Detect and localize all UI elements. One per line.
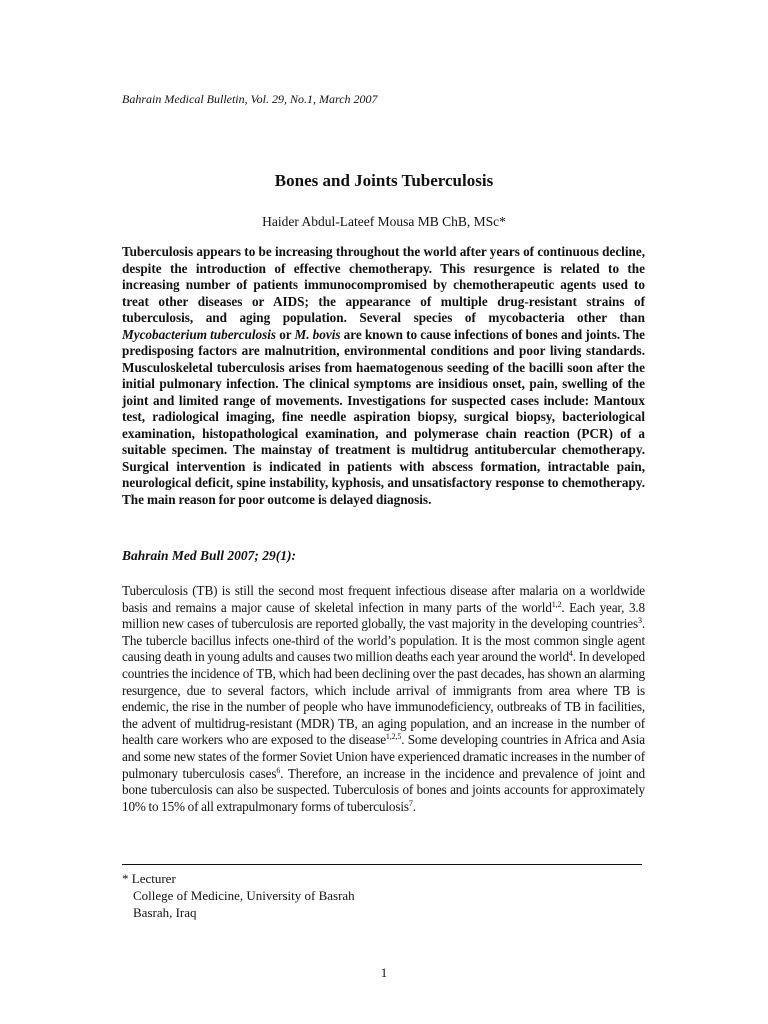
footnote-divider: [122, 864, 642, 865]
author-footnote: [122, 870, 355, 921]
author-line: Haider Abdul-Lateef Mousa MB ChB, MSc*: [262, 214, 506, 229]
reference-superscript: 1,2,5: [385, 732, 402, 742]
footnote-institution: College of Medicine, University of Basrah: [133, 888, 355, 903]
body-paragraph: [122, 583, 645, 815]
reference-superscript: 6: [276, 765, 281, 775]
journal-header: Bahrain Medical Bulletin, Vol. 29, No.1, March 2007: [122, 92, 378, 106]
reference-superscript: 1,2: [551, 599, 562, 609]
body-text-segment: .: [412, 798, 416, 814]
body-text-segment: . In developed countries the incidence of TB, which had been declining over the past decades, has shown an alarming resurgence, due to several factors, which include arrival of immigrants from area where TB is endemic, the rise in the number of people who have immunodeficiency, outbreaks of TB in facilities, the advent of multidrug-resistant (MDR) TB, an aging population, and an increase in the number of health care workers who are exposed to the disease: [122, 649, 645, 748]
body-text-segment: . Each year, 3.8 million new cases of tuberculosis are reported globally, the vast majority in the developing countries: [122, 599, 645, 632]
body-text-segment: . Therefore, an increase in the incidence and prevalence of joint and bone tuberculosis can also be suspected. Tuberculosis of bones and joints accounts for approximately 10% to 15% of all extrapulmonary forms of tuberculosis: [122, 765, 645, 814]
abstract-text-part2: are known to cause infections of bones and joints. The predisposing factors are malnutrition, environmental conditions and poor living standards. Musculoskeletal tuberculosis arises from haematogenous seeding of the bacilli soon after the initial pulmonary infection. The clinical symptoms are insidious onset, pain, swelling of the joint and limited range of movements. Investigations for suspected cases include: Mantoux test, radiological imaging, fine needle aspiration biopsy, surgical biopsy, bacteriological examination, histopathological examination, and polymerase chain reaction (PCR) of a suitable specimen. The mainstay of treatment is multidrug antitubercular chemotherapy. Surgical intervention is indicated in patients with abscess formation, intractable pain, neurological deficit, spine instability, kyphosis, and unsatisfactory response to chemotherapy. The main reason for poor outcome is delayed diagnosis.: [122, 326, 646, 507]
footnote-location: Basrah, Iraq: [133, 905, 197, 920]
body-text-segment: . The tubercle bacillus infects one-third of the world’s population. It is the most common single agent causing death in young adults and causes two million deaths each year around the world: [122, 616, 645, 665]
abstract-species-1: Mycobacterium tuberculosis: [122, 326, 277, 342]
abstract-text-part1: Tuberculosis appears to be increasing throughout the world after years of continuous decline, despite the introduction of effective chemotherapy. This resurgence is related to the increasing number of patients immunocompromised by chemotherapeutic agents used to treat other diseases or AIDS; the appearance of multiple drug-resistant strains of tuberculosis, and aging population. Several species of mycobacteria other than: [122, 244, 645, 325]
article-title: Bones and Joints Tuberculosis: [274, 171, 494, 190]
body-text-segment: . Some developing countries in Africa and Asia and some new states of the former Soviet Union have experienced dramatic increases in the number of pulmonary tuberculosis cases: [122, 732, 645, 781]
reference-superscript: 4: [568, 649, 573, 659]
body-text-segment: Tuberculosis (TB) is still the second most frequent infectious disease after malaria on a worldwide basis and remains a major cause of skeletal infection in many parts of the world: [122, 583, 645, 615]
abstract-species-2: M. bovis: [294, 326, 341, 342]
page-number: 1: [380, 965, 388, 980]
abstract-or-word: or: [276, 326, 295, 342]
footnote-role: * Lecturer: [122, 871, 176, 886]
reference-superscript: 3: [637, 616, 642, 626]
reference-superscript: 7: [408, 798, 413, 808]
citation-line: Bahrain Med Bull 2007; 29(1):: [122, 548, 297, 563]
abstract-paragraph: [122, 244, 645, 508]
